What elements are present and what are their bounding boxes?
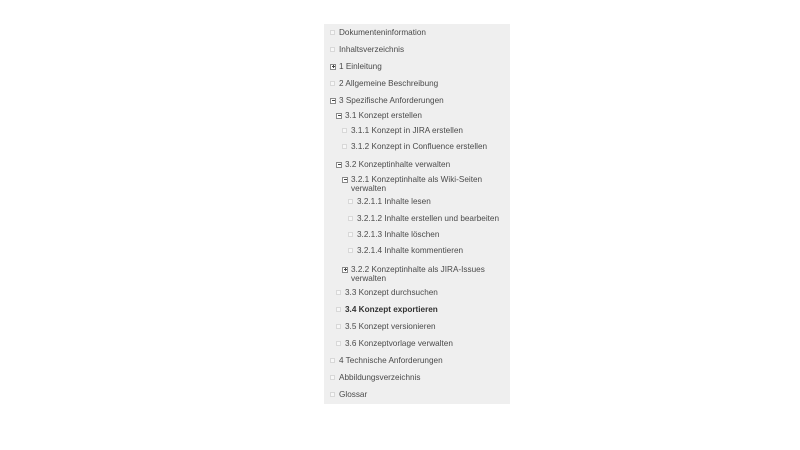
toc-item-3-5-konzept-versionieren[interactable]: [336, 322, 436, 331]
leaf-node-icon: [330, 375, 335, 380]
toc-item-1-einleitung[interactable]: [330, 62, 382, 71]
expand-plus-icon[interactable]: [342, 267, 348, 273]
leaf-node-icon: [330, 81, 335, 86]
collapse-minus-icon[interactable]: [336, 113, 342, 119]
toc-item-label: 3.1 Konzept erstellen: [345, 111, 422, 120]
toc-item-label: 3.2.1 Konzeptinhalte als Wiki-Seiten verwalten: [351, 175, 483, 193]
toc-item-3-1-konzept-erstellen[interactable]: [336, 111, 422, 120]
toc-item-label: 3.5 Konzept versionieren: [345, 322, 436, 331]
leaf-node-icon: [348, 199, 353, 204]
toc-item-label: 3.1.1 Konzept in JIRA erstellen: [351, 126, 463, 135]
leaf-node-icon: [348, 232, 353, 237]
toc-item-3-4-konzept-exportieren[interactable]: [336, 305, 438, 314]
toc-item-3-3-konzept-durchsuchen[interactable]: [336, 288, 438, 297]
collapse-minus-icon[interactable]: [330, 98, 336, 104]
leaf-node-icon: [330, 47, 335, 52]
toc-panel: [324, 24, 510, 404]
toc-item-3-2-1-4-inhalte-kommentieren[interactable]: [348, 246, 463, 255]
toc-item-3-2-1-3-inhalte-loeschen[interactable]: [348, 230, 439, 239]
toc-item-label: 3.1.2 Konzept in Confluence erstellen: [351, 142, 488, 151]
toc-item-label: 3.2.2 Konzeptinhalte als JIRA-Issues verwalten: [351, 265, 485, 283]
toc-item-3-1-1-konzept-in-jira[interactable]: [342, 126, 463, 135]
leaf-node-icon: [348, 248, 353, 253]
toc-item-abbildungsverzeichnis[interactable]: [330, 373, 420, 382]
toc-item-label: Inhaltsverzeichnis: [339, 45, 405, 54]
toc-item-label: 3.2.1.1 Inhalte lesen: [357, 197, 431, 206]
toc-item-2-allgemeine-beschreibung[interactable]: [330, 79, 438, 88]
toc-item-3-2-konzeptinhalte-verwalten[interactable]: [336, 160, 450, 169]
toc-item-4-technische-anforderungen[interactable]: [330, 356, 443, 365]
toc-item-3-6-konzeptvorlage-verwalten[interactable]: [336, 339, 453, 348]
toc-item-label: Abbildungsverzeichnis: [339, 373, 421, 382]
toc-item-3-spezifische-anforderungen[interactable]: [330, 96, 444, 105]
toc-item-3-2-1-2-inhalte-erstellen[interactable]: [348, 214, 499, 223]
leaf-node-icon: [348, 216, 353, 221]
toc-item-3-2-1-1-inhalte-lesen[interactable]: [348, 197, 431, 206]
toc-item-label: 3.6 Konzeptvorlage verwalten: [345, 339, 453, 348]
collapse-minus-icon[interactable]: [342, 177, 348, 183]
toc-item-label: 3.2.1.4 Inhalte kommentieren: [357, 246, 464, 255]
toc-item-label: 3.2 Konzeptinhalte verwalten: [345, 160, 451, 169]
toc-item-3-2-2-jira-issues[interactable]: [342, 265, 502, 283]
toc-item-3-2-1-wiki-seiten[interactable]: [342, 175, 502, 193]
toc-item-dokumenteninformation[interactable]: [330, 28, 426, 37]
leaf-node-icon: [336, 307, 341, 312]
toc-item-label: 1 Einleitung: [339, 62, 382, 71]
leaf-node-icon: [330, 358, 335, 363]
toc-item-label: 3 Spezifische Anforderungen: [339, 96, 444, 105]
leaf-node-icon: [342, 128, 347, 133]
toc-item-3-1-2-konzept-in-confluence[interactable]: [342, 142, 487, 151]
leaf-node-icon: [330, 392, 335, 397]
toc-item-label: 3.2.1.2 Inhalte erstellen und bearbeiten: [357, 214, 500, 223]
toc-item-label: 3.2.1.3 Inhalte löschen: [357, 230, 440, 239]
toc-item-label: Glossar: [339, 390, 368, 399]
toc-item-label: 2 Allgemeine Beschreibung: [339, 79, 439, 88]
collapse-minus-icon[interactable]: [336, 162, 342, 168]
leaf-node-icon: [336, 341, 341, 346]
toc-item-glossar[interactable]: [330, 390, 367, 399]
toc-item-label: Dokumenteninformation: [339, 28, 426, 37]
leaf-node-icon: [330, 30, 335, 35]
leaf-node-icon: [336, 324, 341, 329]
toc-item-label: 3.4 Konzept exportieren: [345, 305, 438, 314]
leaf-node-icon: [342, 144, 347, 149]
expand-plus-icon[interactable]: [330, 64, 336, 70]
toc-item-label: 4 Technische Anforderungen: [339, 356, 443, 365]
toc-item-label: 3.3 Konzept durchsuchen: [345, 288, 438, 297]
leaf-node-icon: [336, 290, 341, 295]
toc-item-inhaltsverzeichnis[interactable]: [330, 45, 404, 54]
